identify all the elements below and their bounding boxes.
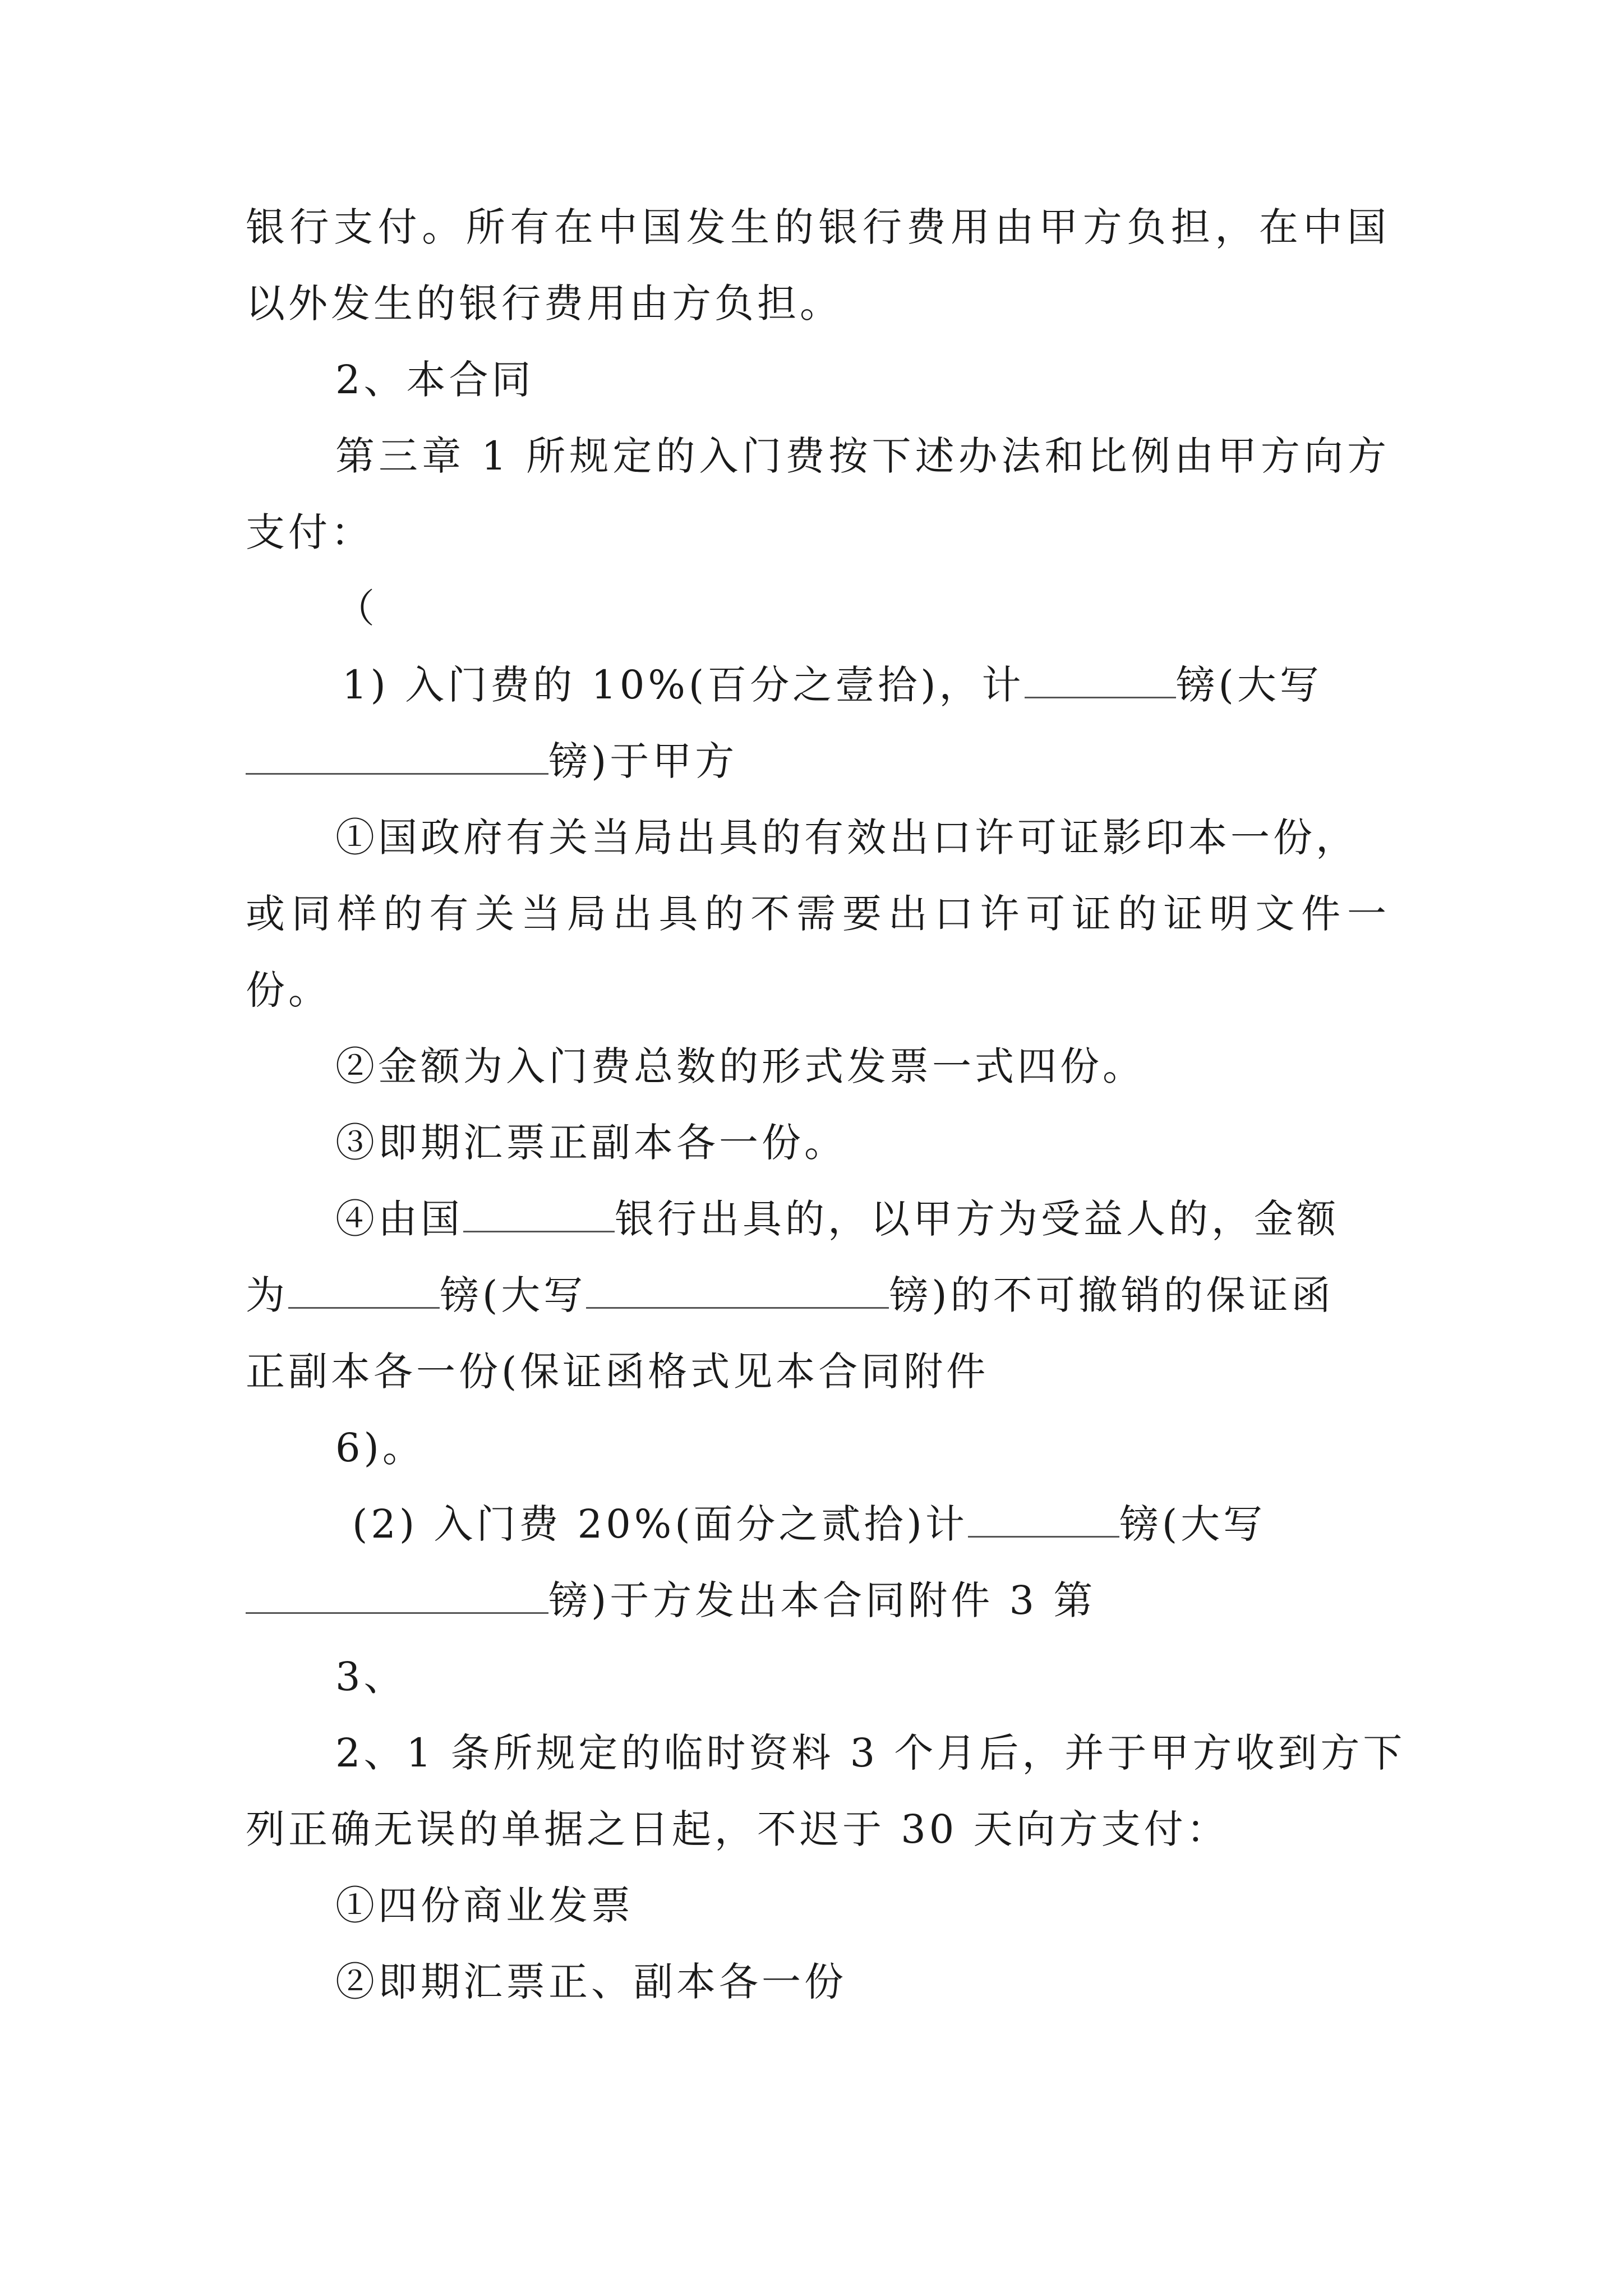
paragraph-line: 3、 (335, 1654, 407, 1700)
fill-blank (246, 739, 548, 775)
line-text: 镑(大写 (440, 1272, 587, 1318)
paragraph-line: 以外发生的银行费用由方负担。 (246, 280, 842, 326)
fill-blank (463, 1197, 615, 1232)
line-text: (2) 入门费 20%(面分之贰拾)计 (352, 1501, 968, 1547)
fill-blank (288, 1273, 440, 1309)
fill-blank (586, 1273, 889, 1309)
line-text: 镑)于方发出本合同附件 3 第 (548, 1577, 1096, 1623)
paragraph-line: 第三章 1 所规定的入门费按下述办法和比例由甲方向方 (335, 433, 1390, 479)
paragraph-line: 6)。 (335, 1425, 425, 1471)
paragraph-line: ①国政府有关当局出具的有效出口许可证影印本一份， (335, 815, 1358, 861)
paragraph-line: 正副本各一份(保证函格式见本合同附件 (246, 1349, 989, 1395)
line-text: 镑)于甲方 (548, 738, 738, 784)
line-text: 1) 入门费的 10%(百分之壹拾)，计 (342, 662, 1025, 708)
fill-blank (246, 1579, 548, 1614)
paragraph-line: 或同样的有关当局出具的不需要出口许可证的证明文件一 (246, 891, 1390, 937)
paragraph-line: 支付： (246, 509, 374, 555)
line-text: 银行出具的，以甲方为受益人的，金额 (615, 1196, 1339, 1242)
paragraph-line: 份。 (246, 967, 331, 1013)
fill-blank (1025, 663, 1176, 698)
paragraph-line: （ (335, 586, 378, 632)
paragraph-line: 银行支付。所有在中国发生的银行费用由甲方负担，在中国 (246, 204, 1390, 250)
line-text: ④由国 (335, 1196, 463, 1242)
paragraph-line (246, 1575, 1096, 1626)
paragraph-line (335, 1194, 1339, 1244)
paragraph-line (342, 660, 1390, 710)
paragraph-line: ②即期汇票正、副本各一份 (335, 1959, 847, 2005)
line-text: 为 (246, 1272, 288, 1318)
paragraph-line: ③即期汇票正副本各一份。 (335, 1120, 847, 1166)
paragraph-line: ②金额为入门费总数的形式发票一式四份。 (335, 1043, 1145, 1089)
paragraph-line (352, 1499, 1266, 1549)
paragraph-line: ①四份商业发票 (335, 1883, 634, 1929)
fill-blank (968, 1502, 1119, 1538)
line-text: 镑(大写 (1119, 1501, 1266, 1547)
paragraph-line (246, 736, 737, 786)
paragraph-line: 2、本合同 (335, 357, 534, 403)
line-text: 镑(大写 (1175, 662, 1322, 708)
paragraph-line (246, 1270, 1334, 1320)
line-text: 镑)的不可撤销的保证函 (889, 1272, 1334, 1318)
paragraph-line: 2、1 条所规定的临时资料 3 个月后，并于甲方收到方下 (335, 1730, 1406, 1776)
paragraph-line: 列正确无误的单据之日起，不迟于 30 天向方支付： (246, 1806, 1229, 1852)
